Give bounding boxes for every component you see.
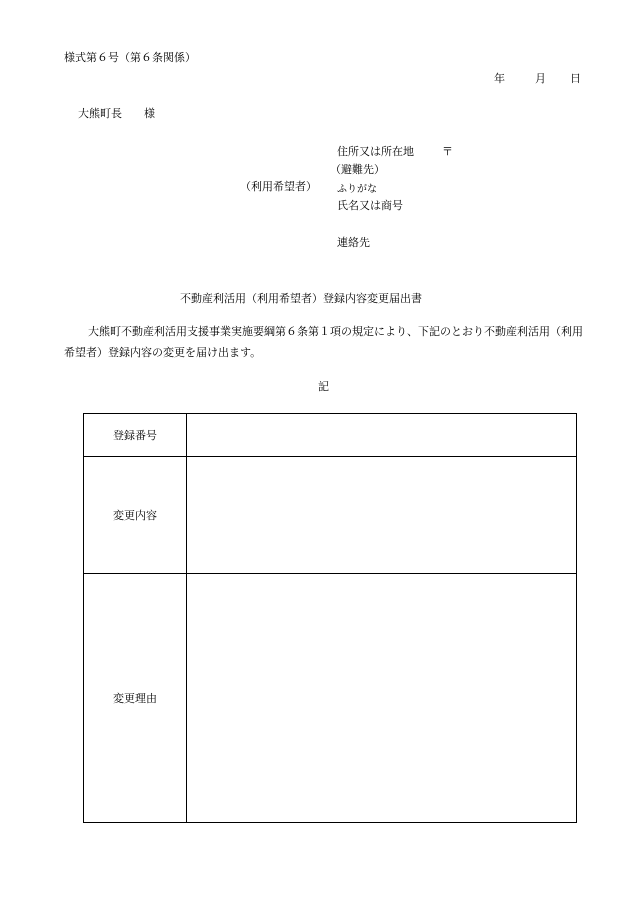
table-row — [84, 574, 577, 823]
furigana-label: ふりがな — [337, 184, 377, 195]
addressee: 大熊町長 様 — [78, 107, 155, 120]
date-year-label: 年 — [494, 72, 505, 85]
change-reason-field[interactable] — [187, 574, 577, 823]
table-row — [84, 414, 577, 457]
registration-number-field[interactable] — [187, 414, 577, 457]
registration-number-label: 登録番号 — [84, 414, 187, 457]
ki-heading: 記 — [318, 380, 329, 393]
contact-label: 連絡先 — [337, 236, 370, 249]
date-day-label: 日 — [570, 72, 581, 85]
name-label: 氏名又は商号 — [337, 199, 403, 212]
postal-mark: 〒 — [442, 145, 453, 158]
document-title: 不動産利活用（利用希望者）登録内容変更届出書 — [180, 292, 422, 305]
document-body: 大熊町不動産利活用支援事業実施要綱第６条第１項の規定により、下記のとおり不動産利活用（利用希望者）登録内容の変更を届け出ます。 — [64, 325, 583, 359]
detail-table — [83, 413, 577, 823]
applicant-role-label: （利用希望者） — [240, 180, 317, 193]
change-reason-label: 変更理由 — [84, 574, 187, 823]
change-content-field[interactable] — [187, 457, 577, 574]
date-month-label: 月 — [535, 72, 546, 85]
evacuation-label: （避難先） — [330, 163, 385, 176]
change-content-label: 変更内容 — [84, 457, 187, 574]
address-label: 住所又は所在地 — [337, 145, 414, 158]
table-row — [84, 457, 577, 574]
form-number: 様式第６号（第６条関係） — [64, 51, 196, 64]
date-line — [494, 70, 581, 86]
